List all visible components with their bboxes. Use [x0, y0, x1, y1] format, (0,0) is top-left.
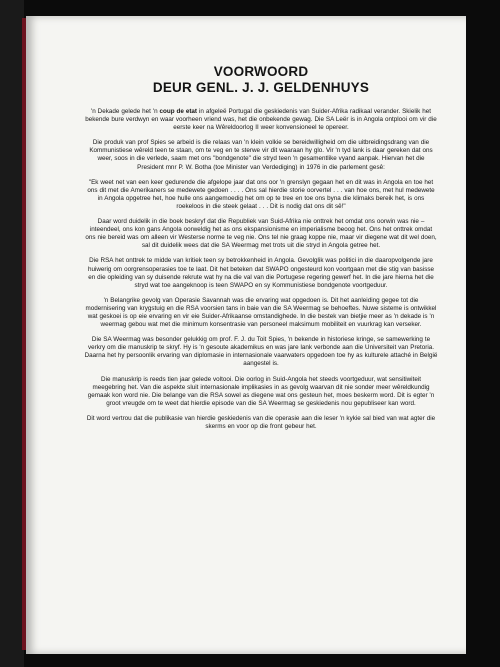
book-page [26, 16, 466, 654]
paragraph-8: Die manuskrip is reeds tien jaar gelede voltooi. Die oorlog in Suid-Angola het steeds voortgeduur, wat sensitiwiteit meegebring het. Van die aspekte sluit internasionale implikasies in as gevolg waarvan dit nie sonder meer wêreldkundig gemaak kon word nie. Die belange van die RSA sowel as diegene wat ons gesteun het, moes beskerm word. Dit is egter 'n groot vreugde om te weet dat hierdie episode van die SA Weermag se geskiedenis nou gepubliseer kan word. [87, 375, 435, 407]
page-title [84, 64, 438, 96]
title-line-2: DEUR GENL. J. J. GELDENHUYS [152, 80, 370, 95]
paragraph-1-end: in afgeleë Portugal die geskiedenis van Suider-Afrika radikaal verander. Skielik het bekende bure verdwyn en waar voorheen vriend was, het die onbekende gewag. Die SA Leër is in Angola ontplooi om vir die eerste keer na Wêreldoorlog II weer konvensioneel te opereer. [85, 108, 437, 132]
background-shadow [0, 0, 24, 667]
paragraph-1-start: 'n Dekade gelede het 'n [91, 108, 160, 115]
page-content [84, 64, 438, 438]
paragraph-7: Die SA Weermag was besonder gelukkig om prof. F. J. du Toit Spies, 'n bekende in historiese kringe, se samewerking te verkry om die manuskrip te skryf. Hy is 'n gesoute akademikus en was jare lank verbonde aan die Universiteit van Pretoria. Daarna het hy persoonlik ervaring van diplomasie in internasionale vaarwaters opgedoen toe hy as kulturele attaché in België aangestel is. [84, 336, 438, 368]
paragraph-5: Die RSA het onttrek te midde van kritiek teen sy betrokkenheid in Angola. Gevolglik was politici in die daaropvolgende jare huiwerig om oorgrensoperasies toe te laat. Dit het beteken dat SWAPO ongesteurd kon voortgaan met die stig van basisse en die opleiding van sy duisende rekrute wat hy na die val van die Portugese regering gewerf het. In die jare hierna het die stryd wat toe aangeknoop is teen SWAPO en sy Kommunistiese bondgenote voortgeduur. [87, 257, 435, 289]
paragraph-1 [84, 108, 438, 132]
paragraph-6: 'n Belangrike gevolg van Operasie Savannah was die ervaring wat opgedoen is. Dit het aanleiding gegee tot die modernisering van krygstuig en die RSA voorsien tans in baie van die SA Weermag se behoeftes. Nuwe sisteme is ontwikkel wat geskoei is op eie ervaring en vir eie Suider-Afrikaanse omstandighede. In die bestek van bietjie meer as 'n dekade is 'n weermag gebou wat met die minimum konsentrasie van personeel maksimum mobiliteit en vuurkrag kan verseker. [85, 296, 437, 329]
paragraph-4: Daar word duidelik in die boek beskryf dat die Republiek van Suid-Afrika nie onttrek het omdat ons oorwin was nie – inteendeel, ons kon gans Angola oorweldig het as ons ekspansionisme en imperialisme beoog het. Ons het onttrek omdat ons nie bereid was om alleen vir Westerse norme te veg nie. Ons tel nie graag koppe nie, maar vir diegene wat dit wel doen, sal dit duidelik wees dat die SA Weermag met trots uit die stryd in Angola getree het. [85, 218, 437, 250]
title-line-1: VOORWOORD [213, 64, 309, 79]
paragraph-3-quote: "Ek weet net van een keer gedurende die afgelope jaar dat ons oor 'n grenslyn gegaan het en dit was in Angola en toe het ons dit met die Amerikaners se medewete gedoen . . . . Ons sal hierdie storie oorvertel . . . van hoe ons, met hul medewete in Angola opgetree het, hoe hulle ons aangemoedig het om op te tree en toe ons byna die klimaks bereik het, is ons roekeloos in die steek gelaat . . . Dit is nodig dat ons dit sê!" [87, 178, 435, 210]
paragraph-9: Dit word vertrou dat die publikasie van hierdie geskiedenis van die operasie aan die leser 'n kykie sal bied van wat agter die skerms en voor op die front gebeur het. [86, 414, 436, 430]
paragraph-2: Die produk van prof Spies se arbeid is die relaas van 'n klein volkie se bereidwilligheid om die uitbreidingsdrang van die Kommunistiese wêreld teen te staan, om te veg en te sterwe vir dit waaraan hy glo. Vir 'n tyd lank is daar gereken dat ons weer, soos in die verlede, saam met ons "bondgenote" die stryd teen 'n gesamentlike vyand aanpak. Hiervan het die President mnr P. W. Botha (toe Minister van Verdediging) in 1976 in die parlement gesê: [89, 139, 433, 171]
paragraph-1-bold: coup de etat [159, 108, 198, 115]
